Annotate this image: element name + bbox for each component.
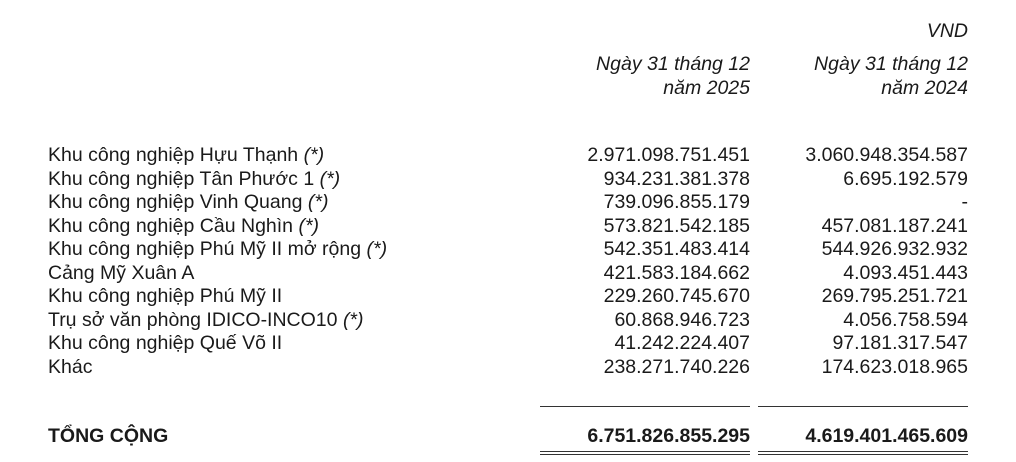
row-label-text: Khu công nghiệp Phú Mỹ II bbox=[48, 285, 283, 307]
row-value-2025: 934.231.381.378 bbox=[603, 167, 750, 190]
table-row bbox=[0, 168, 1016, 192]
total-double-rule-2025-a bbox=[540, 451, 750, 452]
column-header-2025 bbox=[596, 52, 750, 100]
row-value-2024: 174.623.018.965 bbox=[821, 355, 968, 378]
row-value-2025: 229.260.745.670 bbox=[603, 285, 750, 307]
row-label-text: Khu công nghiệp Vinh Quang bbox=[48, 191, 303, 213]
subtotal-rule-2025 bbox=[540, 406, 750, 407]
row-value-2025: 41.242.224.407 bbox=[614, 332, 750, 354]
row-value-2024: - bbox=[961, 191, 968, 213]
total-value-2025: 6.751.826.855.295 bbox=[587, 425, 750, 447]
column-header-2024-line2: năm 2024 bbox=[881, 77, 968, 99]
row-label-text: Khu công nghiệp Phú Mỹ II mở rộng bbox=[48, 238, 362, 260]
row-value-2024: 3.060.948.354.587 bbox=[805, 144, 968, 166]
row-value-2025: 542.351.483.414 bbox=[603, 238, 750, 260]
table-row bbox=[0, 262, 1016, 286]
table-row bbox=[0, 332, 1016, 356]
table-row bbox=[0, 238, 1016, 262]
total-double-rule-2025-b bbox=[540, 454, 750, 455]
row-note: (*) bbox=[303, 144, 325, 166]
row-value-2024: 4.093.451.443 bbox=[843, 261, 968, 284]
row-label-text: Khu công nghiệp Cầu Nghìn bbox=[48, 214, 294, 237]
row-note: (*) bbox=[307, 191, 329, 213]
row-label-text: Khu công nghiệp Tân Phước 1 bbox=[48, 167, 315, 190]
row-label bbox=[48, 262, 194, 286]
row-label-text: Khu công nghiệp Quế Võ II bbox=[48, 332, 283, 354]
subtotal-rule-2024 bbox=[758, 406, 968, 407]
table-row bbox=[0, 356, 1016, 380]
row-value-2024: 269.795.251.721 bbox=[821, 285, 968, 307]
total-double-rule-2024-b bbox=[758, 454, 968, 455]
column-header-2024 bbox=[814, 52, 968, 100]
row-value-2025: 421.583.184.662 bbox=[603, 261, 750, 284]
row-note: (*) bbox=[319, 167, 341, 190]
row-label bbox=[48, 356, 92, 380]
row-label-text: Khu công nghiệp Hựu Thạnh bbox=[48, 144, 299, 166]
row-label bbox=[48, 238, 387, 262]
row-value-2024: 6.695.192.579 bbox=[843, 167, 968, 190]
row-value-2024: 4.056.758.594 bbox=[843, 308, 968, 331]
row-label bbox=[48, 168, 340, 192]
row-value-2025: 2.971.098.751.451 bbox=[587, 144, 750, 166]
total-double-rule-2024-a bbox=[758, 451, 968, 452]
table-row bbox=[0, 285, 1016, 309]
column-header-2025-line1: Ngày 31 tháng 12 bbox=[596, 53, 750, 75]
row-value-2025: 238.271.740.226 bbox=[603, 355, 750, 378]
row-label bbox=[48, 144, 324, 168]
row-value-2025: 739.096.855.179 bbox=[603, 191, 750, 213]
row-value-2024: 97.181.317.547 bbox=[832, 332, 968, 354]
row-label-text: Cảng Mỹ Xuân A bbox=[48, 261, 195, 284]
table-row bbox=[0, 309, 1016, 333]
row-label bbox=[48, 191, 328, 215]
row-label-text: Trụ sở văn phòng IDICO-INCO10 bbox=[48, 308, 338, 331]
currency-label: VND bbox=[926, 20, 968, 42]
total-row bbox=[0, 424, 1016, 448]
table-row bbox=[0, 144, 1016, 168]
row-label-text: Khác bbox=[48, 355, 93, 378]
row-note: (*) bbox=[298, 214, 320, 237]
total-value-2024: 4.619.401.465.609 bbox=[805, 425, 968, 447]
row-label bbox=[48, 285, 282, 309]
table-body bbox=[0, 144, 1016, 379]
total-label: TỔNG CỘNG bbox=[48, 425, 169, 447]
row-label bbox=[48, 332, 282, 356]
row-note: (*) bbox=[366, 238, 388, 260]
column-header-2025-line2: năm 2025 bbox=[663, 77, 750, 99]
row-value-2025: 573.821.542.185 bbox=[603, 214, 750, 237]
row-label bbox=[48, 215, 319, 239]
table-row bbox=[0, 191, 1016, 215]
row-value-2025: 60.868.946.723 bbox=[614, 308, 750, 331]
row-note: (*) bbox=[342, 308, 364, 331]
row-value-2024: 544.926.932.932 bbox=[821, 238, 968, 260]
table-row bbox=[0, 215, 1016, 239]
column-header-2024-line1: Ngày 31 tháng 12 bbox=[814, 53, 968, 75]
row-value-2024: 457.081.187.241 bbox=[821, 214, 968, 237]
row-label bbox=[48, 309, 364, 333]
